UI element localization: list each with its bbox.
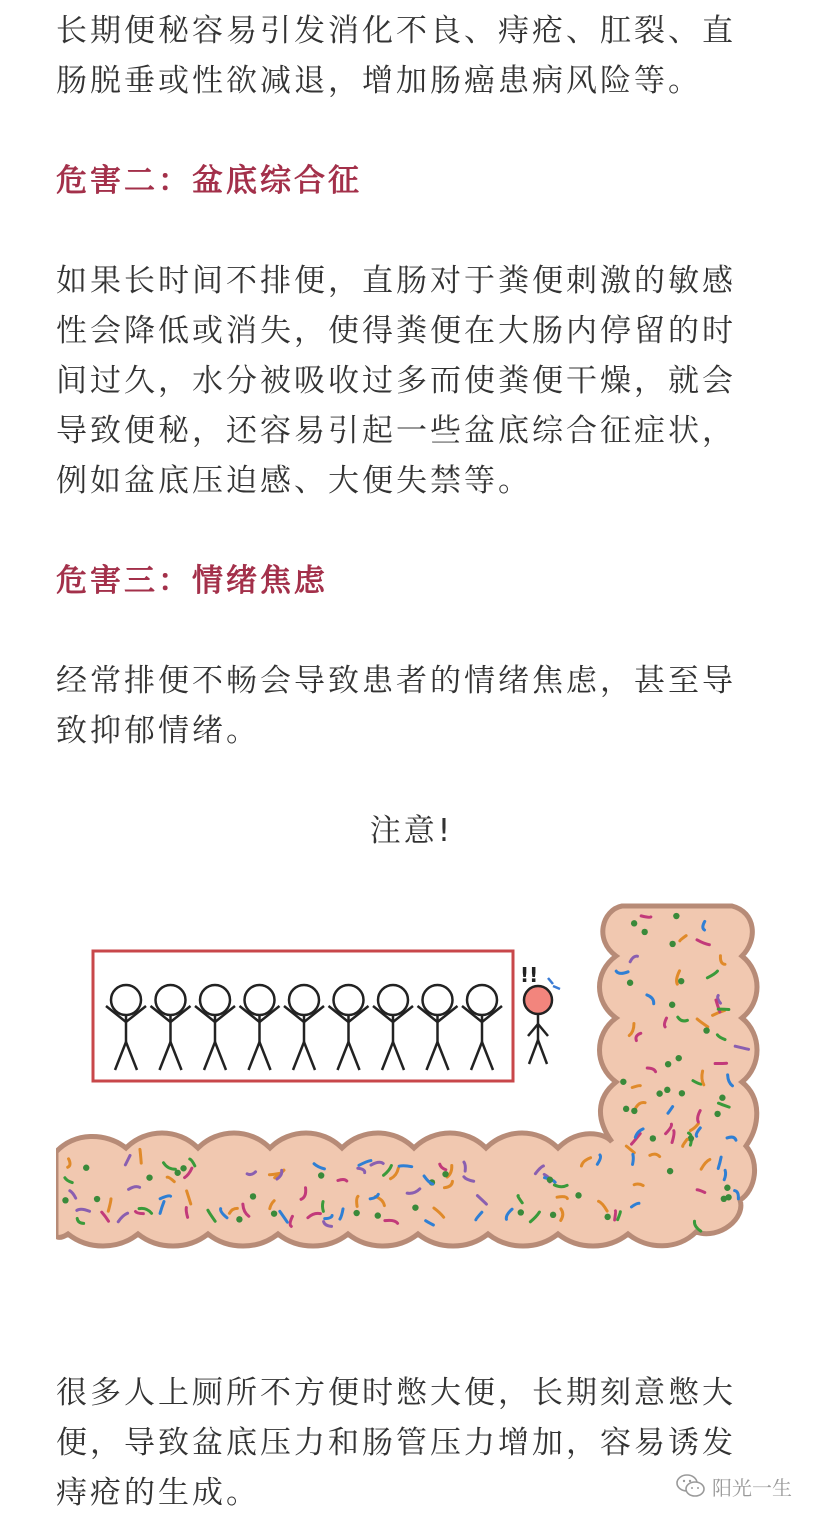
bacteria-dot	[250, 1193, 256, 1199]
bacteria-dot	[641, 929, 647, 935]
stick-figure	[284, 985, 324, 1070]
bacteria-squiggle	[554, 1185, 567, 1187]
paragraph-long-term-constipation: 长期便秘容易引发消化不良、痔疮、肛裂、直肠脱垂或性欲减退，增加肠癌患病风险等。	[56, 13, 736, 99]
bacteria-dot	[631, 1108, 637, 1114]
bacteria-dot	[180, 1165, 186, 1171]
bacteria-dot	[412, 1204, 418, 1210]
stick-figure	[418, 985, 458, 1070]
bacteria-squiggle	[633, 1154, 634, 1164]
bacteria-dot	[669, 1002, 675, 1008]
stick-figure	[240, 985, 280, 1070]
bacteria-dot	[547, 1177, 553, 1183]
stick-figure	[329, 985, 369, 1070]
bacteria-dot	[667, 1168, 673, 1174]
bacteria-squiggle	[269, 1173, 280, 1174]
bacteria-dot	[94, 1196, 100, 1202]
intestine-illustration	[56, 900, 768, 1300]
worried-figure	[520, 963, 560, 1064]
bacteria-dot	[721, 1196, 727, 1202]
bacteria-squiggle	[641, 916, 651, 917]
bacteria-dot	[62, 1197, 68, 1203]
intestine-shape	[56, 906, 757, 1246]
bacteria-squiggle	[357, 1196, 358, 1206]
bacteria-dot	[650, 1135, 656, 1141]
bacteria-squiggle	[464, 1162, 465, 1171]
stick-figure	[462, 985, 502, 1070]
paragraph-pelvic-floor: 如果长时间不排便，直肠对于粪便刺激的敏感性会降低或消失，使得粪便在大肠内停留的时间过久，水分被吸收过多而使粪便干燥，就会导致便秘，还容易引起一些盆底综合征症状，例如盆底压迫感、大便失禁等。	[56, 263, 736, 499]
bacteria-dot	[353, 1210, 359, 1216]
bacteria-dot	[664, 1087, 670, 1093]
bacteria-squiggle	[322, 1202, 323, 1212]
bacteria-squiggle	[186, 1208, 187, 1218]
bacteria-dot	[631, 920, 637, 926]
bacteria-dot	[703, 1027, 709, 1033]
notice-label: 注意!	[369, 813, 454, 849]
bacteria-squiggle	[399, 1166, 412, 1167]
bacteria-squiggle	[634, 1184, 643, 1185]
bacteria-dot	[550, 1212, 556, 1218]
bacteria-dot	[375, 1212, 381, 1218]
stick-figure	[373, 985, 413, 1070]
bacteria-dot	[174, 1170, 180, 1176]
bacteria-dot	[575, 1192, 581, 1198]
bacteria-dot	[676, 1055, 682, 1061]
bacteria-dot	[719, 1095, 725, 1101]
bacteria-dot	[83, 1165, 89, 1171]
bacteria-dot	[318, 1172, 324, 1178]
watermark	[676, 1468, 792, 1504]
bacteria-squiggle	[703, 921, 705, 930]
bacteria-dot	[688, 1135, 694, 1141]
stick-figure	[195, 985, 235, 1070]
bacteria-dot	[679, 1090, 685, 1096]
watermark-text: 阳光一生	[712, 1475, 792, 1500]
heading-harm-two: 危害二：盆底综合征	[56, 163, 362, 199]
bacteria-dot	[620, 1079, 626, 1085]
bacteria-dot	[236, 1216, 242, 1222]
stick-figure-crowd	[106, 985, 502, 1070]
heading-harm-three: 危害三：情绪焦虑	[56, 563, 328, 599]
bacteria-dot	[656, 1090, 662, 1096]
bacteria-dot	[442, 1171, 448, 1177]
bacteria-dot	[518, 1209, 524, 1215]
bacteria-dot	[604, 1214, 610, 1220]
bacteria-dot	[271, 1210, 277, 1216]
bacteria-dot	[673, 913, 679, 919]
paragraph-anxiety: 经常排便不畅会导致患者的情绪焦虑，甚至导致抑郁情绪。	[56, 663, 736, 749]
bacteria-dot	[146, 1174, 152, 1180]
bacteria-squiggle	[140, 1149, 141, 1163]
stick-figure	[106, 985, 146, 1070]
bacteria-dot	[669, 941, 675, 947]
paragraph-holding-stool: 很多人上厕所不方便时憋大便，长期刻意憋大便，导致盆底压力和肠管压力增加，容易诱发痔疮的生成。	[56, 1375, 736, 1511]
bacteria-dot	[678, 978, 684, 984]
bacteria-dot	[623, 1106, 629, 1112]
bacteria-dot	[724, 1185, 730, 1191]
exclamation-mark: !!	[520, 963, 539, 987]
stick-figure	[151, 985, 191, 1070]
wechat-icon	[676, 1473, 706, 1499]
bacteria-squiggle	[615, 1211, 616, 1220]
bacteria-squiggle	[724, 1170, 725, 1179]
bacteria-dot	[665, 1061, 671, 1067]
bacteria-squiggle	[338, 1179, 347, 1180]
bacteria-dot	[627, 980, 633, 986]
bacteria-dot	[714, 1111, 720, 1117]
